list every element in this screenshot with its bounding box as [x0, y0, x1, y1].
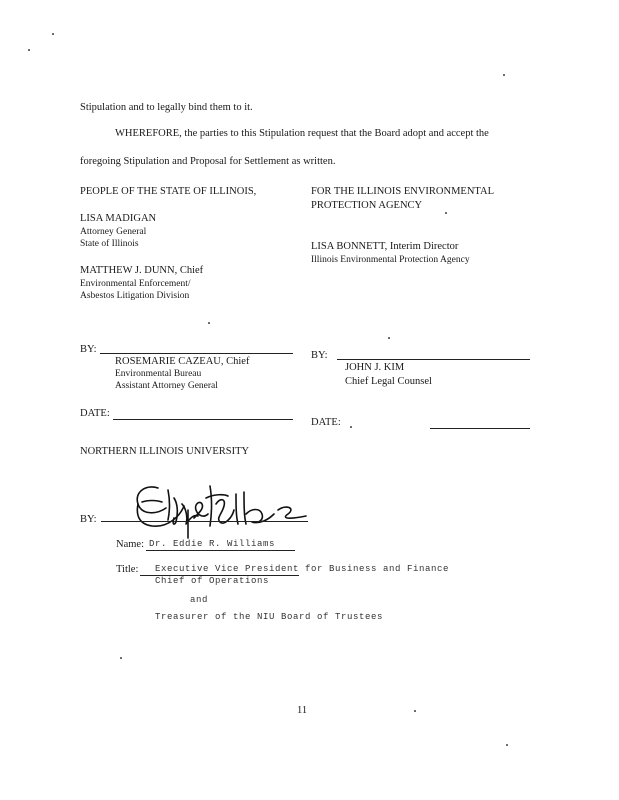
scan-speck — [52, 33, 54, 35]
scan-speck — [350, 426, 352, 428]
right-date-line — [430, 428, 530, 429]
left-party-name-1: LISA MADIGAN — [80, 213, 157, 224]
body-line-2: WHEREFORE, the parties to this Stipulation request that the Board adopt and accept the — [115, 128, 489, 139]
niu-name-value: Dr. Eddie R. Williams — [149, 539, 276, 549]
left-date-label: DATE: — [80, 408, 110, 419]
right-party-heading-1: FOR THE ILLINOIS ENVIRONMENTAL — [311, 186, 494, 197]
left-party-name-2: MATTHEW J. DUNN, Chief — [80, 265, 204, 276]
scan-speck — [28, 49, 30, 51]
right-party-name: LISA BONNETT, Interim Director — [311, 241, 459, 252]
left-signature-line — [100, 353, 293, 354]
niu-by-label: BY: — [80, 514, 97, 525]
left-signer-title-1: Environmental Bureau — [115, 369, 202, 379]
left-party-heading: PEOPLE OF THE STATE OF ILLINOIS, — [80, 186, 257, 197]
scan-speck — [506, 744, 508, 746]
page-number: 11 — [297, 705, 308, 716]
scan-speck — [445, 212, 447, 214]
scan-speck — [120, 657, 122, 659]
left-party-title-1b: State of Illinois — [80, 239, 139, 249]
right-signature-line — [337, 359, 530, 360]
right-signer-name: JOHN J. KIM — [345, 362, 405, 373]
niu-name-label: Name: — [116, 539, 144, 550]
right-by-label: BY: — [311, 350, 328, 361]
scan-speck — [414, 710, 416, 712]
right-date-label: DATE: — [311, 417, 341, 428]
left-by-label: BY: — [80, 344, 97, 355]
niu-name-line — [146, 550, 295, 551]
left-signer-title-2: Assistant Attorney General — [115, 381, 218, 391]
niu-title-line-4: Treasurer of the NIU Board of Trustees — [155, 612, 384, 622]
niu-title-line-3: and — [190, 595, 209, 605]
right-party-heading-2: PROTECTION AGENCY — [311, 200, 423, 211]
scan-speck — [208, 322, 210, 324]
scan-speck — [503, 74, 505, 76]
niu-title-label: Title: — [116, 564, 139, 575]
body-line-1: Stipulation and to legally bind them to it. — [80, 102, 253, 113]
left-party-title-2b: Asbestos Litigation Division — [80, 291, 190, 301]
body-line-3: foregoing Stipulation and Proposal for Settlement as written. — [80, 156, 336, 167]
right-party-title: Illinois Environmental Protection Agency — [311, 255, 470, 265]
left-party-title-2a: Environmental Enforcement/ — [80, 279, 191, 289]
niu-title-line-1: Executive Vice President for Business and Finance — [155, 564, 450, 574]
handwritten-signature — [128, 474, 308, 544]
left-date-line — [113, 419, 293, 420]
left-party-title-1a: Attorney General — [80, 227, 147, 237]
niu-title-line-2: Chief of Operations — [155, 576, 270, 586]
niu-heading: NORTHERN ILLINOIS UNIVERSITY — [80, 446, 250, 457]
scan-speck — [388, 337, 390, 339]
niu-signature-line — [101, 521, 308, 522]
right-signer-title: Chief Legal Counsel — [345, 376, 432, 387]
left-signer-name: ROSEMARIE CAZEAU, Chief — [115, 356, 250, 367]
